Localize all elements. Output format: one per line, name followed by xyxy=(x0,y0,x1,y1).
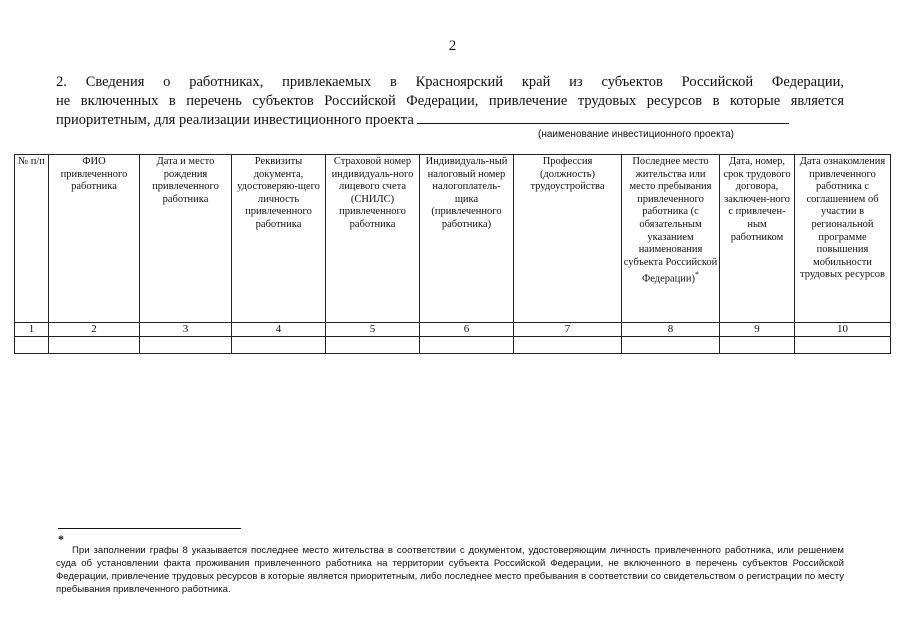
footnote-reference: * xyxy=(695,270,700,280)
project-name-blank xyxy=(417,111,789,124)
table-cell xyxy=(232,336,326,353)
footnote-mark: * xyxy=(58,532,64,546)
column-header: № п/п xyxy=(15,155,49,323)
column-header: ФИО привлеченного работника xyxy=(49,155,140,323)
table-cell xyxy=(795,336,891,353)
table-cell xyxy=(15,336,49,353)
column-header: Дата и место рождения привлеченного работника xyxy=(140,155,232,323)
table-cell xyxy=(514,336,622,353)
column-number: 7 xyxy=(514,323,622,337)
column-header: Индивидуаль-ный налоговый номер налогоплатель-щика (привлеченного работника) xyxy=(420,155,514,323)
column-number: 1 xyxy=(15,323,49,337)
column-number: 3 xyxy=(140,323,232,337)
column-number: 6 xyxy=(420,323,514,337)
column-header: Дата ознакомления привлеченного работника с соглашением об участии в региональной программе повышения мобильности трудовых ресурсов xyxy=(795,155,891,323)
heading-line-3-text: приоритетным, для реализации инвестиционного проекта xyxy=(56,112,414,128)
table-cell xyxy=(420,336,514,353)
column-header: Профессия (должность) трудоустройства xyxy=(514,155,622,323)
column-number: 9 xyxy=(720,323,795,337)
table-cell xyxy=(720,336,795,353)
table-row xyxy=(15,336,891,353)
column-header xyxy=(622,155,720,323)
section-heading xyxy=(56,73,844,130)
workers-table xyxy=(14,154,891,354)
column-number: 10 xyxy=(795,323,891,337)
column-number: 2 xyxy=(49,323,140,337)
column-header: Дата, номер, срок трудового договора, заключен-ного с привлечен-ным работником xyxy=(720,155,795,323)
project-name-caption: (наименование инвестиционного проекта) xyxy=(538,129,734,140)
table-cell xyxy=(622,336,720,353)
heading-line-1: 2. Сведения о работниках, привлекаемых в Красноярский край из субъектов Российской Федерации, xyxy=(56,74,844,90)
page-number: 2 xyxy=(448,38,457,54)
heading-line-3 xyxy=(56,111,844,130)
footnote-text xyxy=(56,544,844,596)
column-number: 8 xyxy=(622,323,720,337)
table-cell xyxy=(326,336,420,353)
column-header-text: Последнее место жительства или место пребывания привлеченного работника (с обязательным указанием наименования субъекта Российской Федерации) xyxy=(623,156,718,285)
table-header-row xyxy=(15,155,891,323)
table-cell xyxy=(49,336,140,353)
column-header: Страховой номер индивидуаль-ного лицевого счета (СНИЛС) привлеченного работника xyxy=(326,155,420,323)
column-header: Реквизиты документа, удостоверяю-щего личность привлеченного работника xyxy=(232,155,326,323)
footnote-body: При заполнении графы 8 указывается последнее место жительства в соответствии с документом, удостоверяющим личность привлеченного работника, или решением суда об установлении факта проживания привлеченного работника на территории субъекта Российской Федерации, не включенного в перечень субъектов Российской Федерации, привлечение трудовых ресурсов в которые является приоритетным, либо последнее место пребывания в соответствии со свидетельством о регистрации по месту пребывания привлеченного работника. xyxy=(56,545,844,595)
column-number: 4 xyxy=(232,323,326,337)
table-cell xyxy=(140,336,232,353)
heading-line-2: не включенных в перечень субъектов Российской Федерации, привлечение трудовых ресурсов в которые является xyxy=(56,93,844,109)
column-number: 5 xyxy=(326,323,420,337)
footnote-divider xyxy=(58,528,241,529)
column-number-row xyxy=(15,323,891,337)
